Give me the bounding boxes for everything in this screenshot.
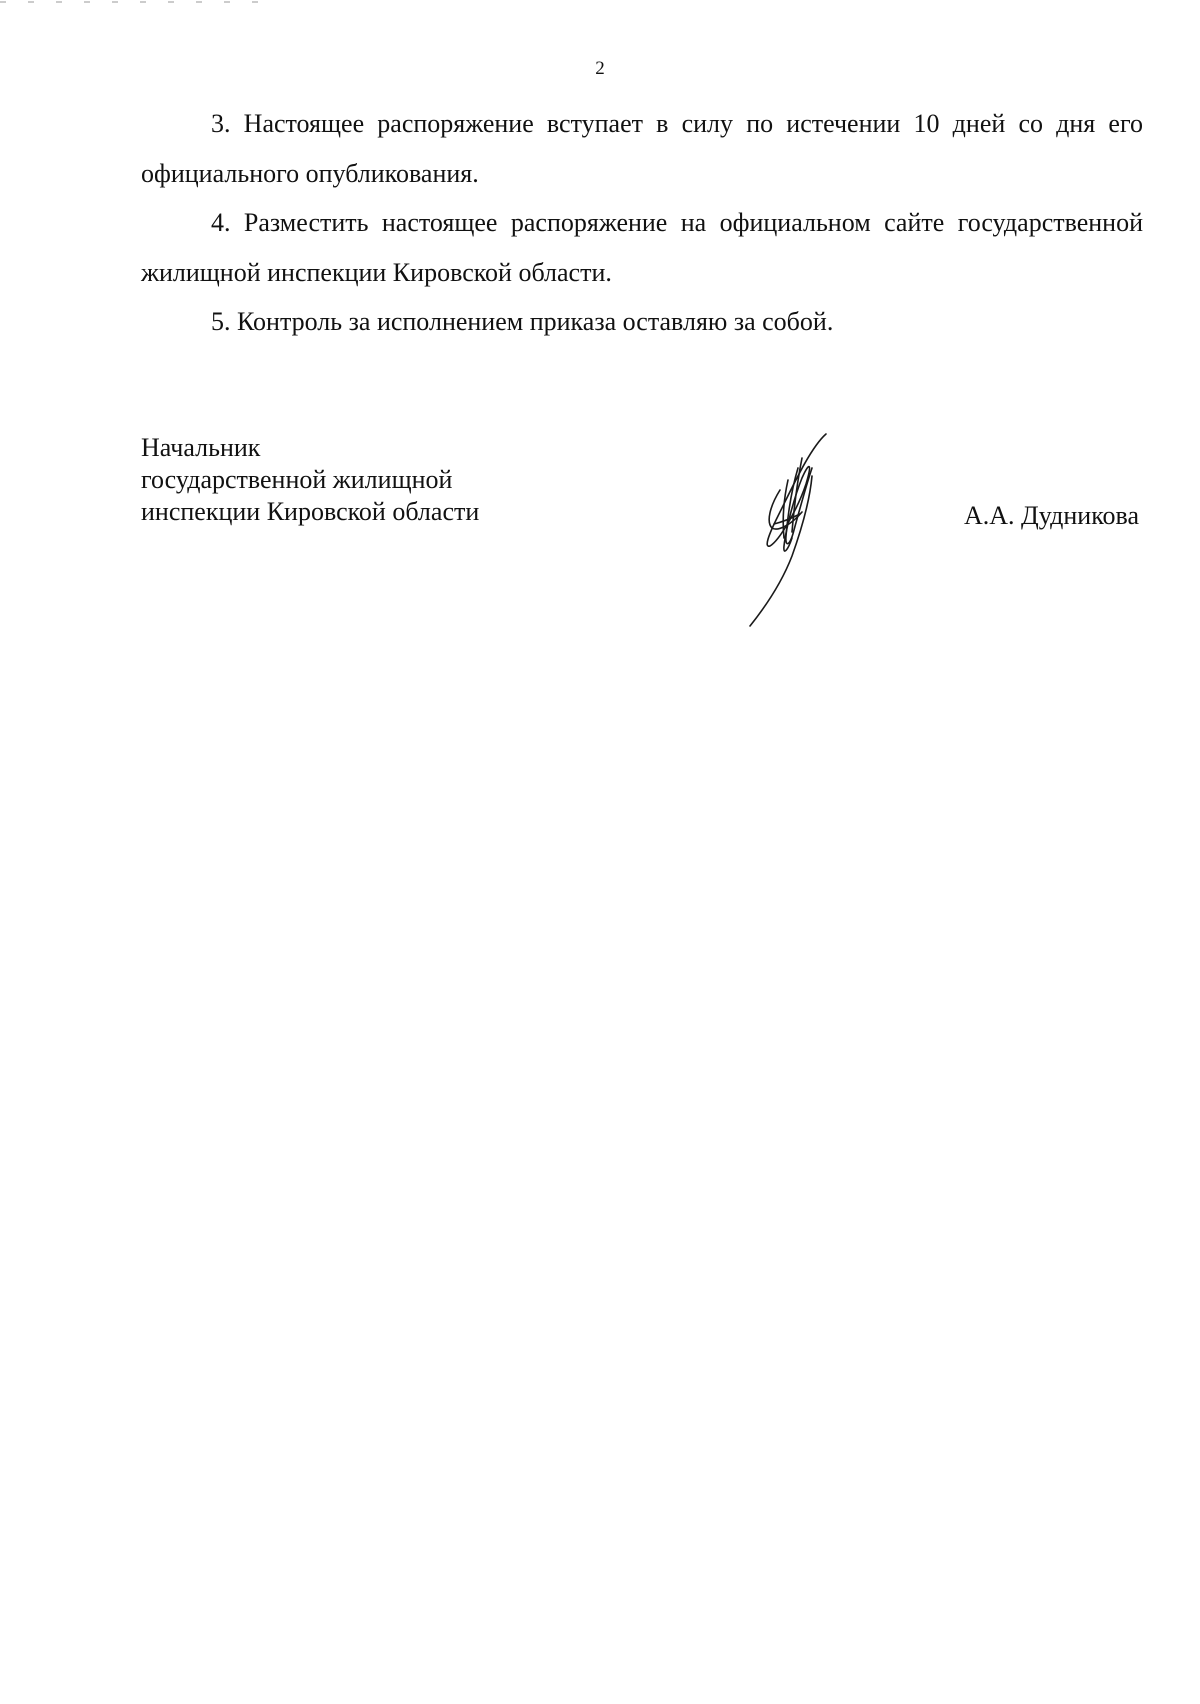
signatory-title-line: государственной жилищной [141, 465, 453, 494]
handwritten-signature-icon [740, 428, 860, 638]
paragraph-3: 3. Настоящее распоряжение вступает в силу по истечении 10 дней со дня его официального опубликования. [141, 109, 1143, 188]
scan-artifact [0, 0, 280, 6]
signatory-title-line: Начальник [141, 433, 261, 462]
signer-name: А.А. Дудникова [964, 501, 1139, 530]
signatory-title [141, 432, 479, 528]
page-number: 2 [595, 58, 605, 79]
signatory-title-line: инспекции Кировской области [141, 497, 480, 526]
paragraph-4: 4. Разместить настоящее распоряжение на официальном сайте государственной жилищной инспекции Кировской области. [141, 208, 1143, 287]
paragraph-5: 5. Контроль за исполнением приказа оставляю за собой. [211, 307, 834, 336]
